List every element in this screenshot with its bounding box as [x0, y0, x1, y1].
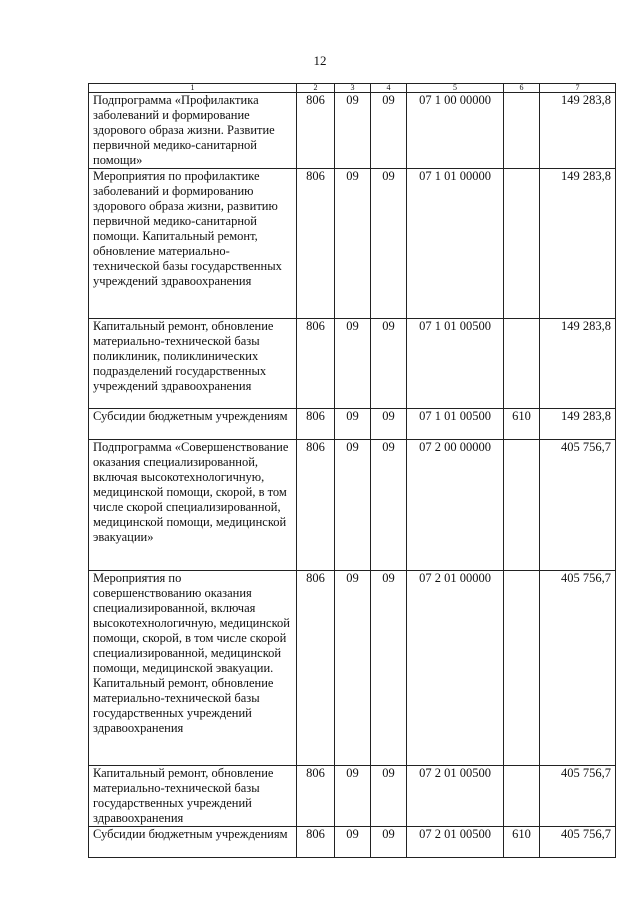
amount: 149 283,8 [540, 93, 616, 169]
row-name: Мероприятия по совершенствованию оказания специализированной, включая высокотехнологичную, медицинской помощи, скорой, в том числе скорой специализированной, медицинской помощи, медицинской эвакуации. Капитальный ремонт, обновление материально-технической базы государственных учреждений здравоохранения [89, 571, 297, 766]
table-row [89, 93, 616, 169]
subsection-code: 09 [371, 93, 407, 169]
expense-type-code: 610 [504, 827, 540, 858]
ministry-code: 806 [297, 93, 335, 169]
amount: 149 283,8 [540, 409, 616, 440]
row-name: Капитальный ремонт, обновление материально-технической базы поликлиник, поликлинических подразделений государственных учреждений здравоохранения [89, 319, 297, 409]
subsection-code: 09 [371, 766, 407, 827]
ministry-code: 806 [297, 827, 335, 858]
section-code: 09 [335, 319, 371, 409]
expense-type-code: 610 [504, 409, 540, 440]
ministry-code: 806 [297, 766, 335, 827]
target-article-code: 07 1 00 00000 [407, 93, 504, 169]
target-article-code: 07 1 01 00500 [407, 319, 504, 409]
section-code: 09 [335, 827, 371, 858]
section-code: 09 [335, 571, 371, 766]
ministry-code: 806 [297, 409, 335, 440]
target-article-code: 07 2 01 00500 [407, 827, 504, 858]
section-code: 09 [335, 93, 371, 169]
header-cell: 1 [89, 84, 297, 93]
subsection-code: 09 [371, 827, 407, 858]
subsection-code: 09 [371, 571, 407, 766]
row-name: Субсидии бюджетным учреждениям [89, 409, 297, 440]
row-name: Мероприятия по профилактике заболеваний и формированию здорового образа жизни, развитию первичной медико-санитарной помощи. Капитальный ремонт, обновление материально-технической базы государственных учреждений здравоохранения [89, 169, 297, 319]
amount: 405 756,7 [540, 827, 616, 858]
header-cell: 7 [540, 84, 616, 93]
header-row [89, 84, 616, 93]
expense-type-code [504, 93, 540, 169]
header-cell: 6 [504, 84, 540, 93]
subsection-code: 09 [371, 440, 407, 571]
ministry-code: 806 [297, 319, 335, 409]
header-cell: 4 [371, 84, 407, 93]
table-row [89, 319, 616, 409]
expense-type-code [504, 440, 540, 571]
target-article-code: 07 1 01 00000 [407, 169, 504, 319]
target-article-code: 07 1 01 00500 [407, 409, 504, 440]
amount: 405 756,7 [540, 766, 616, 827]
ministry-code: 806 [297, 571, 335, 766]
expense-type-code [504, 571, 540, 766]
amount: 405 756,7 [540, 571, 616, 766]
row-name: Субсидии бюджетным учреждениям [89, 827, 297, 858]
expense-type-code [504, 169, 540, 319]
row-name: Капитальный ремонт, обновление материально-технической базы государственных учреждений здравоохранения [89, 766, 297, 827]
table-row [89, 169, 616, 319]
section-code: 09 [335, 766, 371, 827]
budget-table [88, 83, 616, 858]
header-cell: 2 [297, 84, 335, 93]
amount: 149 283,8 [540, 169, 616, 319]
page-number: 12 [313, 53, 327, 68]
table-row [89, 571, 616, 766]
expense-type-code [504, 319, 540, 409]
amount: 149 283,8 [540, 319, 616, 409]
subsection-code: 09 [371, 409, 407, 440]
amount: 405 756,7 [540, 440, 616, 571]
header-cell: 3 [335, 84, 371, 93]
target-article-code: 07 2 00 00000 [407, 440, 504, 571]
row-name: Подпрограмма «Профилактика заболеваний и формирование здорового образа жизни. Развитие первичной медико-санитарной помощи» [89, 93, 297, 169]
target-article-code: 07 2 01 00000 [407, 571, 504, 766]
row-name: Подпрограмма «Совершенствование оказания специализированной, включая высокотехнологичную, медицинской помощи, скорой, в том числе скорой специализированной, медицинской помощи, медицинской эвакуации» [89, 440, 297, 571]
ministry-code: 806 [297, 440, 335, 571]
table-row [89, 409, 616, 440]
table-row [89, 827, 616, 858]
table-row [89, 766, 616, 827]
section-code: 09 [335, 169, 371, 319]
expense-type-code [504, 766, 540, 827]
ministry-code: 806 [297, 169, 335, 319]
target-article-code: 07 2 01 00500 [407, 766, 504, 827]
header-cell: 5 [407, 84, 504, 93]
subsection-code: 09 [371, 169, 407, 319]
section-code: 09 [335, 440, 371, 571]
subsection-code: 09 [371, 319, 407, 409]
section-code: 09 [335, 409, 371, 440]
table-row [89, 440, 616, 571]
